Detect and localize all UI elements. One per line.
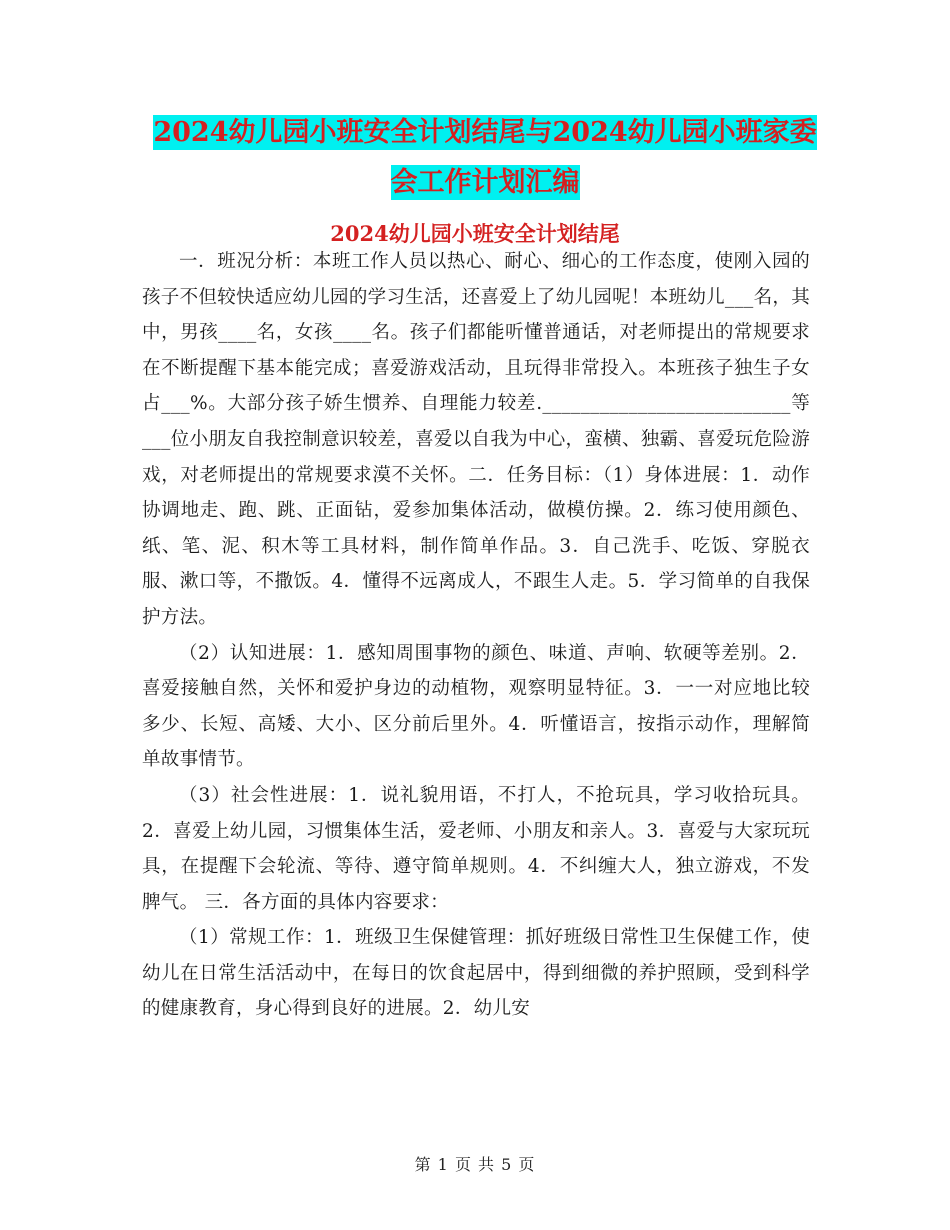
page-footer: 第 1 页 共 5 页 xyxy=(414,1155,536,1174)
document-body xyxy=(142,244,810,1027)
paragraph-routine: （1）常规工作：1．班级卫生保健管理：抓好班级日常性卫生保健工作，使幼儿在日常生活活动中，在每日的饮食起居中，得到细微的养护照顾，受到科学的健康教育，身心得到良好的进展。2．幼儿安 xyxy=(142,927,810,1020)
paragraph-social: （3）社会性进展：1．说礼貌用语，不打人，不抢玩具，学习收拾玩具。2．喜爱上幼儿园，习惯集体生活，爱老师、小朋友和亲人。3．喜爱与大家玩玩具，在提醒下会轮流、等待、遵守简单规则。4．不纠缠大人，独立游戏，不发脾气。 三．各方面的具体内容要求： xyxy=(142,784,810,913)
document-title xyxy=(140,108,830,208)
document-title-text: 2024幼儿园小班安全计划结尾与2024幼儿园小班家委会工作计划汇编 xyxy=(153,117,817,198)
paragraph-cognitive: （2）认知进展：1．感知周围事物的颜色、味道、声响、软硬等差别。2．喜爱接触自然，关怀和爱护身边的动植物，观察明显特征。3．一一对应地比较多少、长短、高矮、大小、区分前后里外。4．听懂语言，按指示动作，理解简单故事情节。 xyxy=(142,642,810,771)
paragraph-class-analysis: 一．班况分析：本班工作人员以热心、耐心、细心的工作态度，使刚入园的孩子不但较快适应幼儿园的学习生活，还喜爱上了幼儿园呢！本班幼儿___名，其中，男孩____名，女孩____名。孩子们都能听懂普通话，对老师提出的常规要求在不断提醒下基本能完成；喜爱游戏活动，且玩得非常投入。本班孩子独生子女占___%。大部分孩子娇生惯养、自理能力较差.__________________________等___位小朋友自我控制意识较差，喜爱以自我为中心，蛮横、独霸、喜爱玩危险游戏，对老师提出的常规要求漠不关怀。二．任务目标：（1）身体进展：1．动作协调地走、跑、跳、正面钻，爱参加集体活动，做模仿操。2．练习使用颜色、纸、笔、泥、积木等工具材料，制作简单作品。3．自己洗手、吃饭、穿脱衣服、漱口等，不撒饭。4．懂得不远离成人，不跟生人走。5．学习简单的自我保护方法。 xyxy=(142,251,810,628)
section-title: 2024幼儿园小班安全计划结尾 xyxy=(330,221,620,246)
